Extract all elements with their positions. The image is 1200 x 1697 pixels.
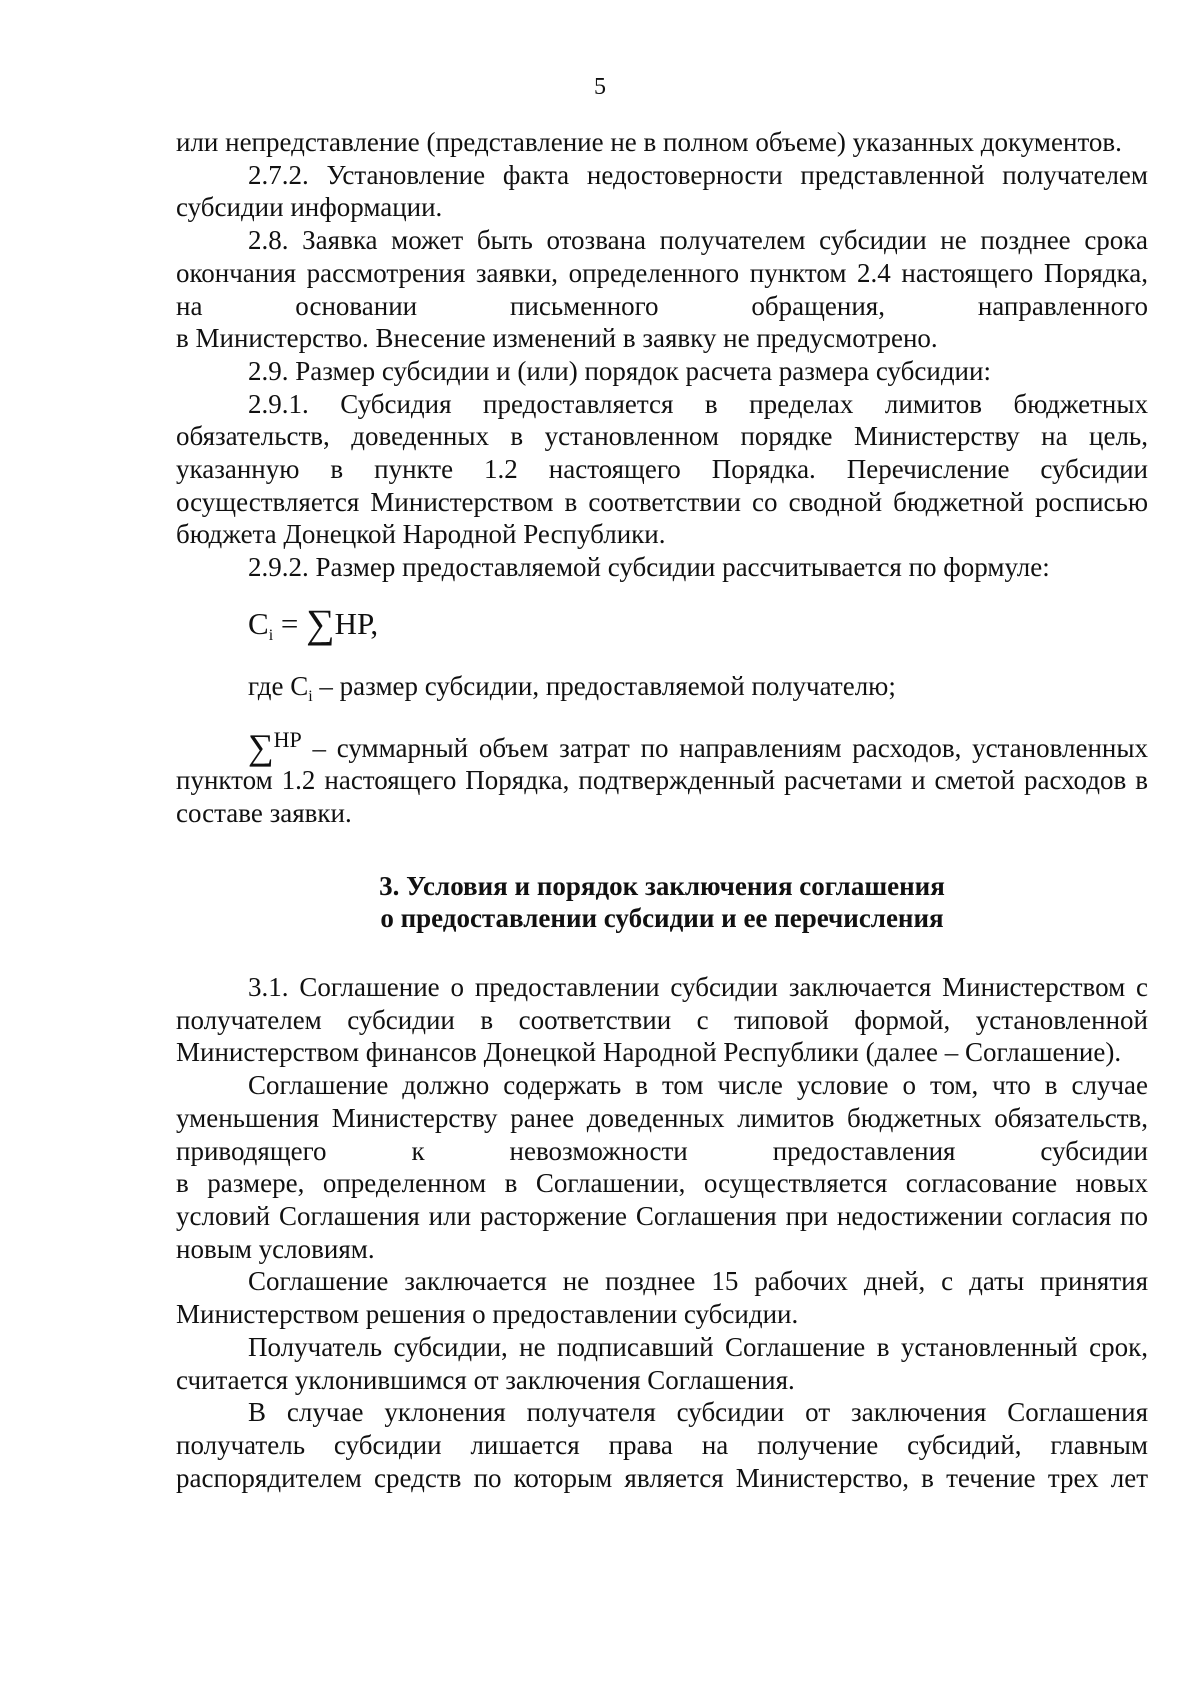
paragraph-agreement-deadline: Соглашение заключается не позднее 15 рабочих дней, с даты принятия Министерством решения о предоставлении субсидии. (176, 1266, 1148, 1330)
formula-rhs: НР, (334, 605, 379, 641)
formula-where-line (248, 670, 1148, 714)
paragraph-agreement-conditions: Соглашение должно содержать в том числе условие о том, что в случае уменьшения Министерству ранее доведенных лимитов бюджетных обязательств, приводящего к невозможности предоставления субсидии (176, 1070, 1148, 1166)
formula-lhs-subscript: i (268, 626, 274, 644)
paragraph-2-8: 2.8. Заявка может быть отозвана получателем субсидии не позднее срока окончания рассмотрения заявки, определенного пунктом 2.4 настоящего Порядка, на основании письменного обращения, направленного (176, 225, 1148, 321)
section-heading (176, 870, 1148, 935)
paragraph-2-9-1: 2.9.1. Субсидия предоставляется в пределах лимитов бюджетных обязательств, доведенных в установленном порядке Министерству на цель, указанную в пункте 1.2 настоящего Порядка. Перечисление субсидии осуществляется Министерством в соответствии со сводной бюджетной росписью бюджета Донецкой Народной Республики. (176, 388, 1148, 550)
paragraph-2-9: 2.9. Размер субсидии и (или) порядок расчета размера субсидии: (248, 355, 991, 386)
subsidy-formula (248, 600, 1148, 660)
where-rest: – размер субсидии, предоставляемой получателю; (312, 670, 896, 701)
where-prefix: где C (248, 670, 309, 701)
paragraph-2-9-2: 2.9.2. Размер предоставляемой субсидии рассчитывается по формуле: (248, 552, 1050, 583)
paragraph-evasion: В случае уклонения получателя субсидии от заключения Соглашения получатель субсидии лишается права на получение субсидий, главным распорядителем средств по которым является Министерство, в течение трех лет (176, 1397, 1148, 1493)
sum-sigma-icon: ∑ (248, 726, 274, 767)
paragraph-3-1: 3.1. Соглашение о предоставлении субсидии заключается Министерством с получателем субсидии в соответствии с типовой формой, установленной Министерством финансов Донецкой Народной Республики (далее – Соглашение). (176, 972, 1148, 1068)
paragraph-2-7-2: 2.7.2. Установление факта недостоверности представленной получателем субсидии информации. (176, 159, 1148, 223)
paragraph-unsigned-agreement: Получатель субсидии, не подписавший Соглашение в установленный срок, считается уклонившимся от заключения Соглашения. (176, 1331, 1148, 1395)
sum-paragraph (176, 724, 1148, 830)
formula-lhs: C (248, 605, 269, 641)
where-subscript: i (308, 687, 313, 705)
sigma-icon: ∑ (306, 600, 335, 646)
sum-text: – суммарный объем затрат по направлениям расходов, установленных пунктом 1.2 настоящего Порядка, подтвержденный расчетами и сметой расходов в составе заявки. (176, 732, 1148, 828)
formula-equals: = (280, 605, 299, 641)
sum-superscript: НР (273, 726, 302, 752)
paragraph-2-8-end: в Министерство. Внесение изменений в заявку не предусмотрено. (176, 323, 938, 354)
sum-explanation (176, 724, 1148, 830)
section-heading-line1: 3. Условия и порядок заключения соглашения (379, 870, 945, 901)
section-heading-line2: о предоставлении субсидии и ее перечисления (380, 903, 944, 934)
document-body (176, 126, 1148, 1494)
paragraph-agreement-conditions-end: в размере, определенном в Соглашении, осуществляется согласование новых условий Соглашения или расторжение Соглашения при недостижении согласия по новым условиям. (176, 1168, 1148, 1264)
page-number: 5 (594, 74, 606, 100)
paragraph-continuation: или непредставление (представление не в полном объеме) указанных документов. (176, 127, 1122, 157)
